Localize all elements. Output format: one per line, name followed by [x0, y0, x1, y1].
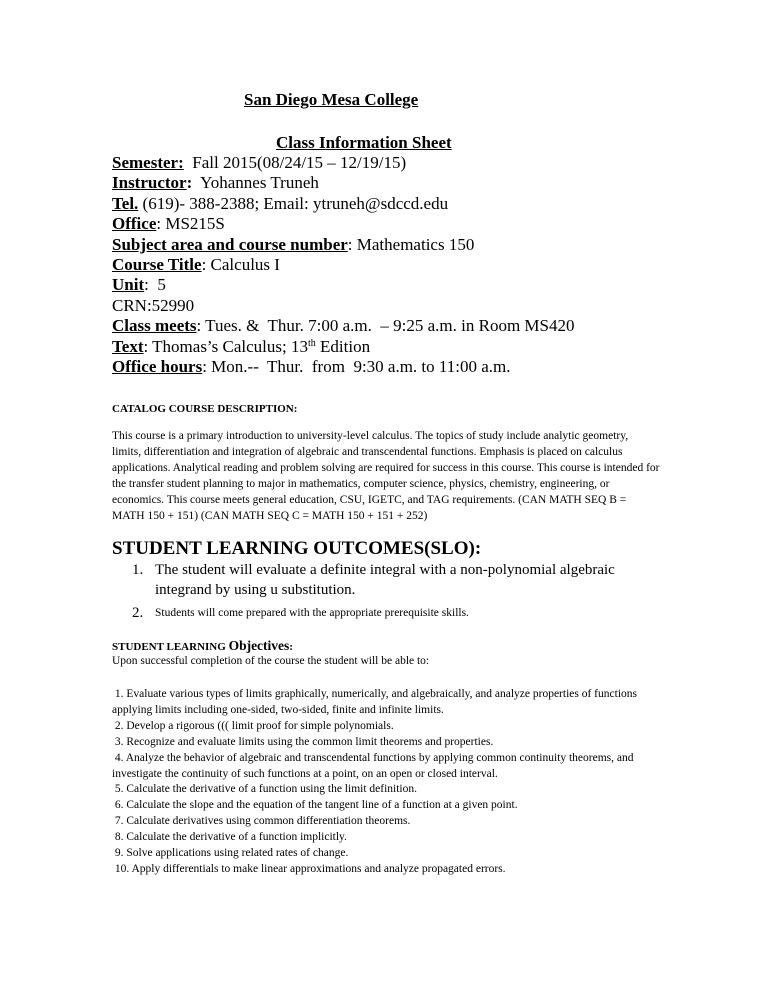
slo-item	[132, 603, 652, 623]
text-label: Text	[112, 336, 144, 356]
unit-line	[112, 275, 732, 295]
objective-item: 1. Evaluate various types of limits graphically, numerically, and algebraically, and analyze properties of functions applying limits including one-sided, two-sided, finite and infinite limits.	[112, 688, 637, 716]
objectives-heading-word: Objectives	[228, 638, 290, 653]
tel-line	[112, 194, 732, 214]
objectives-heading-prefix: STUDENT LEARNING	[112, 641, 229, 653]
objectives-heading-colon: :	[289, 641, 293, 653]
objectives-heading	[112, 637, 293, 655]
objective-item: 9. Solve applications using related rates of change.	[112, 847, 349, 860]
office-hours-value: : Mon.-- Thur. from 9:30 a.m. to 11:00 a.m.	[202, 357, 511, 377]
instructor-colon: :	[186, 173, 193, 193]
office-hours-label: Office hours	[112, 357, 203, 377]
unit-value: : 5	[144, 275, 166, 295]
office-hours-line	[112, 357, 732, 377]
class-meets-line	[112, 316, 732, 336]
objectives-list	[112, 687, 672, 878]
catalog-heading: CATALOG COURSE DESCRIPTION:	[112, 403, 298, 415]
class-info-block	[112, 153, 732, 377]
objective-item: 10. Apply differentials to make linear approximations and analyze propagated errors.	[112, 862, 506, 875]
objective-item: 3. Recognize and evaluate limits using the common limit theorems and properties.	[112, 735, 494, 748]
office-label: Office	[112, 214, 157, 234]
objective-item: 2. Develop a rigorous ((( limit proof for simple polynomials.	[112, 719, 394, 732]
catalog-description: This course is a primary introduction to university-level calculus. The topics of study include analytic geometry, limits, differentiation and integration of algebraic and transcendental functions. Emphasis is placed on calculus applications. Analytical reading and problem solving are required for success in this course. This course is intended for the transfer student planning to major in mathematics, computer science, physics, chemistry, engineering, or economics. This course meets general education, CSU, IGETC, and TAG requirements. (CAN MATH SEQ B = MATH 150 + 151) (CAN MATH SEQ C = MATH 150 + 151 + 252)	[112, 430, 660, 522]
class-meets-value: : Tues. & Thur. 7:00 a.m. – 9:25 a.m. in Room MS420	[196, 316, 575, 336]
subject-line	[112, 235, 732, 255]
objective-item: 6. Calculate the slope and the equation of the tangent line of a function at a given point.	[112, 799, 518, 812]
slo-heading: STUDENT LEARNING OUTCOMES(SLO):	[112, 538, 482, 559]
subject-value: : Mathematics 150	[347, 234, 475, 254]
objective-item: 7. Calculate derivatives using common differentiation theorems.	[112, 815, 411, 828]
instructor-line	[112, 173, 732, 193]
unit-label: Unit	[112, 275, 145, 295]
class-meets-label: Class meets	[112, 316, 197, 336]
office-line	[112, 214, 732, 234]
objectives-intro: Upon successful completion of the course the student will be able to:	[112, 655, 430, 667]
semester-value: Fall 2015(08/24/15 – 12/19/15)	[183, 153, 407, 172]
objective-item: 5. Calculate the derivative of a function using the limit definition.	[112, 783, 417, 796]
course-title-label: Course Title	[112, 255, 202, 275]
tel-label: Tel.	[112, 193, 139, 213]
slo-item	[132, 560, 652, 600]
slo-item-text: The student will evaluate a definite integral with a non-polynomial algebraic integrand by using u substitution.	[155, 562, 615, 598]
semester-line	[112, 153, 732, 173]
course-title-line	[112, 255, 732, 275]
crn-line: CRN:52990	[112, 295, 195, 315]
office-value: : MS215S	[156, 214, 225, 234]
slo-list	[132, 560, 652, 623]
slo-item-text: Students will come prepared with the appropriate prerequisite skills.	[155, 607, 469, 619]
subject-label: Subject area and course number	[112, 234, 348, 254]
slo-item-number: 1.	[132, 562, 144, 578]
tel-value: (619)- 388-2388; Email: ytruneh@sdccd.edu	[138, 193, 449, 213]
text-value: : Thomas’s Calculus; 13	[143, 336, 308, 356]
college-name: San Diego Mesa College	[244, 90, 419, 109]
instructor-value: Yohannes Truneh	[192, 173, 319, 193]
semester-label: Semester:	[112, 153, 184, 172]
objective-item: 4. Analyze the behavior of algebraic and transcendental functions by applying common continuity theorems, and investigate the continuity of such functions at a point, on an open or closed interval.	[112, 751, 634, 780]
text-superscript: th	[308, 337, 316, 349]
text-line	[112, 337, 732, 357]
course-title-value: : Calculus I	[201, 255, 280, 275]
objective-item: 8. Calculate the derivative of a function implicitly.	[112, 831, 347, 844]
sheet-title: Class Information Sheet	[276, 133, 452, 152]
instructor-label: Instructor	[112, 173, 187, 193]
slo-item-number: 2.	[132, 605, 144, 621]
text-edition: Edition	[315, 336, 371, 356]
